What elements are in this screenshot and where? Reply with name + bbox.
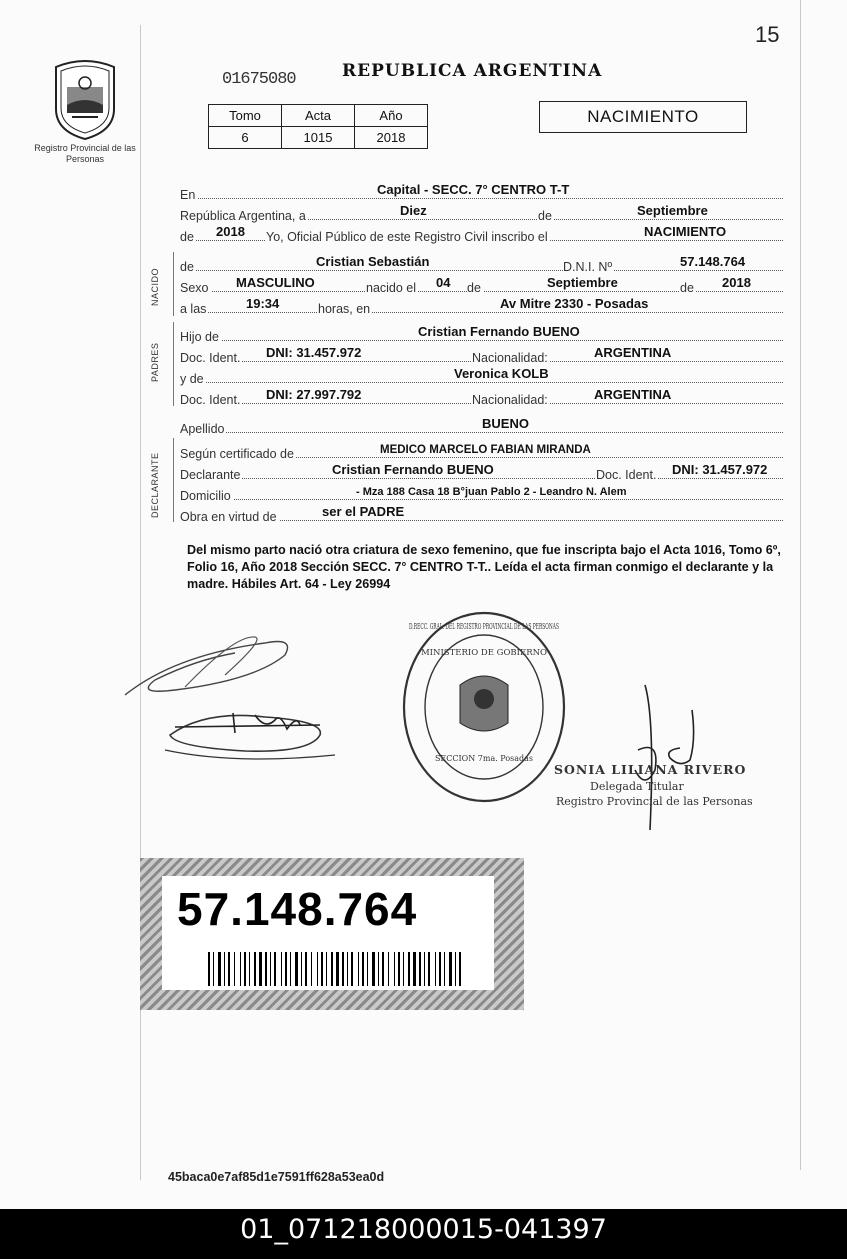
row-certificate — [180, 441, 783, 461]
row-mother-doc — [180, 387, 783, 407]
declarante-bracket — [173, 438, 174, 522]
surname-value: BUENO — [482, 416, 529, 431]
section-nacido: NACIDO — [150, 267, 160, 306]
nacido-bracket — [173, 252, 174, 316]
stamp-emblem-icon — [460, 676, 508, 731]
header-tomo: Tomo — [209, 105, 282, 127]
label-de-year: de — [180, 230, 194, 244]
label-nacido-de: de — [180, 260, 194, 274]
label-de3: de — [680, 281, 694, 295]
label-en: En — [180, 188, 196, 202]
value-acta: 1015 — [282, 127, 355, 149]
address-value: - Mza 188 Casa 18 B°juan Pablo 2 - Leandro N. Alem — [356, 486, 627, 498]
official-signature — [600, 680, 730, 840]
father-doc-value: DNI: 31.457.972 — [266, 345, 362, 360]
birth-month-value: Septiembre — [547, 275, 618, 290]
row-surname — [180, 416, 783, 436]
act-type-box: NACIMIENTO — [539, 101, 747, 133]
barcode-panel — [140, 858, 524, 1010]
year-value: 2018 — [216, 224, 245, 239]
birth-year-value: 2018 — [722, 275, 751, 290]
value-tomo: 6 — [209, 127, 282, 149]
label-sexo: Sexo — [180, 281, 209, 295]
birth-place-value: Av Mitre 2330 - Posadas — [500, 296, 649, 311]
label-de2: de — [467, 281, 481, 295]
right-margin-line — [800, 0, 801, 1170]
row-declarant — [180, 462, 783, 482]
label-obra-en-virtud: Obra en virtud de — [180, 510, 277, 524]
sheet-number: 15 — [755, 22, 780, 47]
sex-value: MASCULINO — [236, 275, 315, 290]
label-domicilio: Domicilio — [180, 489, 231, 503]
label-oficial: Yo, Oficial Público de este Registro Civil inscribo el — [266, 230, 548, 244]
section-declarante: DECLARANTE — [150, 452, 160, 518]
label-republica: República Argentina, a — [180, 209, 306, 223]
label-doc-ident-3: Doc. Ident. — [596, 468, 657, 482]
footer-code: 01_071218000015-041397 — [0, 1209, 847, 1259]
stamp-inner-text: MINISTERIO DE GOBIERNO — [420, 648, 548, 658]
declarant-value: Cristian Fernando BUENO — [332, 462, 494, 477]
place-value: Capital - SECC. 7° CENTRO T-T — [377, 182, 570, 197]
label-dni: D.N.I. Nº — [563, 260, 613, 274]
logo-caption: Registro Provincial de las Personas — [34, 143, 136, 164]
stamp-bottom-text: SECCION 7ma. Posadas — [434, 754, 534, 763]
acts-as-value: ser el PADRE — [322, 504, 405, 519]
label-apellido: Apellido — [180, 422, 225, 436]
row-place — [180, 182, 783, 202]
label-nacionalidad: Nacionalidad: — [472, 351, 548, 365]
label-y-de: y de — [180, 372, 204, 386]
mother-nationality-value: ARGENTINA — [594, 387, 672, 402]
label-doc-ident: Doc. Ident. — [180, 351, 241, 365]
barcode-label — [162, 876, 494, 990]
document-hash: 45baca0e7af85d1e7591ff628a53ea0d — [168, 1170, 385, 1184]
row-child — [180, 254, 783, 274]
row-sex — [180, 275, 783, 295]
label-de: de — [538, 209, 552, 223]
certificate-value: MEDICO MARCELO FABIAN MIRANDA — [380, 444, 591, 456]
additional-note: Del mismo parto nació otra criatura de sexo femenino, que fue inscripta bajo el Acta 1016, Tomo 6º, Folio 16, Año 2018 Sección SECC. 7° CENTRO T-T.. Leída el acta firman conmigo el declarante y la madre. Hábiles Art. 64 - Ley 26994 — [187, 543, 781, 591]
row-father-doc — [180, 345, 783, 365]
header-acta: Acta — [282, 105, 355, 127]
month-value: Septiembre — [637, 203, 708, 218]
label-nacido-el: nacido el — [366, 281, 417, 295]
label-a-las: a las — [180, 302, 207, 316]
mother-doc-value: DNI: 27.997.792 — [266, 387, 362, 402]
birth-day-value: 04 — [436, 275, 451, 290]
official-name: SONIA LILIANA RIVERO — [554, 762, 747, 777]
father-name-value: Cristian Fernando BUENO — [418, 324, 580, 339]
row-year — [180, 224, 783, 244]
province-logo — [50, 57, 120, 141]
mother-name-value: Veronica KOLB — [454, 366, 549, 381]
row-acts-as — [180, 504, 783, 524]
record-table — [208, 104, 428, 149]
birth-time-value: 19:34 — [246, 296, 280, 311]
row-father — [180, 324, 783, 344]
declarant-signatures — [115, 625, 345, 775]
label-declarante: Declarante — [180, 468, 241, 482]
child-dni-value: 57.148.764 — [680, 254, 746, 269]
label-segun-certificado: Según certificado de — [180, 447, 294, 461]
row-mother — [180, 366, 783, 386]
barcode-bars-icon — [208, 952, 466, 986]
barcode-number: 57.148.764 — [177, 883, 418, 935]
header-anio: Año — [355, 105, 428, 127]
label-horas-en: horas, en — [318, 302, 371, 316]
label-hijo-de: Hijo de — [180, 330, 219, 344]
row-date — [180, 203, 783, 223]
row-time — [180, 296, 783, 316]
child-name-value: Cristian Sebastián — [316, 254, 430, 269]
value-anio: 2018 — [355, 127, 428, 149]
section-padres: PADRES — [150, 342, 160, 382]
padres-bracket — [173, 322, 174, 406]
act-name-value: NACIMIENTO — [644, 224, 727, 239]
official-role: Delegada Titular — [590, 780, 684, 793]
official-stamp — [398, 607, 570, 807]
stamp-outer-text: D.RECC. GRAL. DEL REGISTRO PROVINCIAL DE LAS PERSONAS — [409, 622, 559, 631]
father-nationality-value: ARGENTINA — [594, 345, 672, 360]
document-title: REPUBLICA ARGENTINA — [342, 61, 603, 81]
label-nacionalidad-2: Nacionalidad: — [472, 393, 548, 407]
province-emblem-icon — [50, 57, 120, 141]
declarant-doc-value: DNI: 31.457.972 — [672, 462, 768, 477]
day-value: Diez — [400, 203, 427, 218]
serial-number: 01675080 — [222, 70, 296, 89]
row-address — [180, 483, 783, 503]
label-doc-ident-2: Doc. Ident. — [180, 393, 241, 407]
official-office: Registro Provincial de las Personas — [556, 795, 753, 808]
